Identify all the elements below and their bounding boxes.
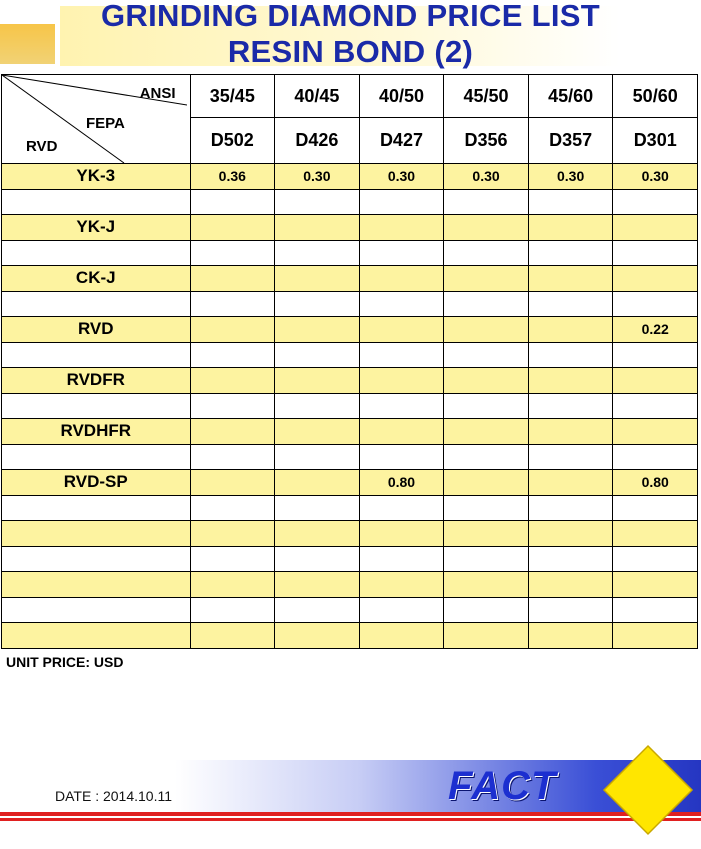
price-cell: [528, 368, 613, 394]
price-cell: [275, 623, 360, 649]
table-row: [2, 215, 698, 241]
price-cell: [528, 623, 613, 649]
page-title: GRINDING DIAMOND PRICE LIST: [101, 0, 600, 33]
price-cell: [528, 291, 613, 317]
price-cell: [190, 495, 275, 521]
price-cell: [190, 240, 275, 266]
table-row: [2, 623, 698, 649]
fepa-header-cell: D356: [444, 118, 529, 164]
table-row: [2, 317, 698, 343]
table-row: [2, 164, 698, 190]
price-cell: [444, 215, 529, 241]
row-label-cell: RVD-SP: [2, 470, 191, 496]
price-cell: [444, 240, 529, 266]
row-label-cell: [2, 189, 191, 215]
price-cell: [613, 215, 698, 241]
price-cell: [275, 266, 360, 292]
table-row: [2, 240, 698, 266]
price-cell: [359, 368, 444, 394]
price-cell: [444, 317, 529, 343]
price-cell: [359, 546, 444, 572]
row-label-cell: [2, 291, 191, 317]
price-cell: 0.30: [444, 164, 529, 190]
price-cell: [190, 393, 275, 419]
price-cell: [275, 495, 360, 521]
row-label-cell: [2, 623, 191, 649]
price-cell: [275, 291, 360, 317]
table-row: [2, 189, 698, 215]
price-cell: [528, 444, 613, 470]
fepa-header-cell: D357: [528, 118, 613, 164]
corner-header-cell: [2, 75, 191, 164]
price-cell: [359, 572, 444, 598]
price-cell: [359, 495, 444, 521]
price-cell: [190, 342, 275, 368]
price-table: [1, 74, 698, 649]
fepa-header-cell: D502: [190, 118, 275, 164]
price-cell: [359, 342, 444, 368]
ansi-header-cell: 45/50: [444, 75, 529, 118]
price-cell: [190, 597, 275, 623]
table-row: [2, 444, 698, 470]
price-cell: [444, 444, 529, 470]
price-cell: [275, 215, 360, 241]
row-label-cell: [2, 597, 191, 623]
price-cell: [613, 419, 698, 445]
price-cell: [613, 291, 698, 317]
price-cell: [275, 521, 360, 547]
price-cell: [190, 368, 275, 394]
fepa-header-cell: D426: [275, 118, 360, 164]
ansi-header-cell: 50/60: [613, 75, 698, 118]
price-cell: [444, 368, 529, 394]
price-cell: [275, 444, 360, 470]
price-cell: [444, 597, 529, 623]
price-cell: [190, 215, 275, 241]
price-cell: [275, 393, 360, 419]
price-cell: [528, 470, 613, 496]
price-cell: [359, 189, 444, 215]
corner-label-fepa: FEPA: [86, 115, 125, 132]
table-row: [2, 291, 698, 317]
price-cell: [275, 470, 360, 496]
table-row: [2, 266, 698, 292]
row-label-cell: RVDHFR: [2, 419, 191, 445]
ansi-header-cell: 35/45: [190, 75, 275, 118]
row-label-cell: YK-3: [2, 164, 191, 190]
price-cell: [528, 317, 613, 343]
row-label-cell: CK-J: [2, 266, 191, 292]
footer-red-line: [0, 818, 701, 821]
price-cell: [359, 393, 444, 419]
price-cell: [359, 521, 444, 547]
price-cell: [359, 623, 444, 649]
price-cell: [275, 546, 360, 572]
price-cell: [190, 470, 275, 496]
price-cell: [613, 266, 698, 292]
table-row: [2, 368, 698, 394]
price-cell: [613, 368, 698, 394]
price-cell: [359, 240, 444, 266]
price-cell: 0.30: [528, 164, 613, 190]
price-cell: [275, 572, 360, 598]
table-row: [2, 419, 698, 445]
row-label-cell: [2, 495, 191, 521]
fepa-header-cell: D301: [613, 118, 698, 164]
table-row: [2, 521, 698, 547]
price-cell: [359, 215, 444, 241]
ansi-header-cell: 40/50: [359, 75, 444, 118]
table-row: [2, 546, 698, 572]
price-cell: [444, 521, 529, 547]
price-cell: [190, 266, 275, 292]
price-cell: [275, 240, 360, 266]
row-label-cell: RVDFR: [2, 368, 191, 394]
price-cell: [190, 291, 275, 317]
price-cell: 0.30: [359, 164, 444, 190]
price-cell: [275, 368, 360, 394]
price-cell: [444, 495, 529, 521]
row-label-cell: YK-J: [2, 215, 191, 241]
price-cell: [613, 444, 698, 470]
price-cell: [613, 189, 698, 215]
price-cell: [528, 419, 613, 445]
price-cell: [444, 393, 529, 419]
price-cell: [275, 189, 360, 215]
price-cell: [444, 572, 529, 598]
price-cell: [613, 546, 698, 572]
date-label: DATE : 2014.10.11: [55, 788, 172, 804]
price-cell: [613, 240, 698, 266]
price-cell: [359, 444, 444, 470]
price-cell: [528, 546, 613, 572]
price-cell: [190, 444, 275, 470]
table-row: [2, 597, 698, 623]
row-label-cell: [2, 444, 191, 470]
ansi-header-cell: 45/60: [528, 75, 613, 118]
price-cell: [613, 521, 698, 547]
price-cell: [190, 419, 275, 445]
fact-logo-text: FACT: [448, 764, 557, 808]
price-cell: [528, 521, 613, 547]
price-cell: [190, 521, 275, 547]
price-cell: [444, 189, 529, 215]
price-cell: [190, 546, 275, 572]
price-cell: [275, 342, 360, 368]
table-row: [2, 572, 698, 598]
table-row: [2, 393, 698, 419]
price-cell: 0.30: [613, 164, 698, 190]
price-cell: [190, 317, 275, 343]
price-cell: [444, 419, 529, 445]
price-cell: [528, 393, 613, 419]
price-cell: [444, 291, 529, 317]
price-cell: [528, 572, 613, 598]
row-label-cell: RVD: [2, 317, 191, 343]
price-cell: [190, 189, 275, 215]
diamond-logo-icon: [602, 744, 694, 836]
table-row: [2, 470, 698, 496]
price-cell: [528, 189, 613, 215]
price-cell: [444, 623, 529, 649]
price-cell: [275, 597, 360, 623]
price-cell: [359, 419, 444, 445]
price-cell: [613, 393, 698, 419]
price-cell: [528, 240, 613, 266]
price-cell: [190, 572, 275, 598]
price-cell: [275, 419, 360, 445]
price-cell: 0.36: [190, 164, 275, 190]
price-cell: [613, 597, 698, 623]
page-subtitle: RESIN BOND (2): [227, 34, 474, 69]
price-cell: [444, 342, 529, 368]
price-cell: [359, 317, 444, 343]
price-cell: [613, 495, 698, 521]
row-label-cell: [2, 546, 191, 572]
price-cell: [528, 495, 613, 521]
price-cell: [528, 215, 613, 241]
price-cell: 0.80: [359, 470, 444, 496]
row-label-cell: [2, 572, 191, 598]
price-cell: [444, 546, 529, 572]
price-cell: [613, 342, 698, 368]
price-cell: [359, 291, 444, 317]
row-label-cell: [2, 393, 191, 419]
row-label-cell: [2, 240, 191, 266]
fepa-header-cell: D427: [359, 118, 444, 164]
price-cell: [359, 597, 444, 623]
price-cell: [613, 623, 698, 649]
price-cell: 0.80: [613, 470, 698, 496]
price-cell: [190, 623, 275, 649]
price-cell: 0.30: [275, 164, 360, 190]
price-cell: [444, 470, 529, 496]
price-cell: [613, 572, 698, 598]
ansi-header-cell: 40/45: [275, 75, 360, 118]
price-cell: [359, 266, 444, 292]
footer-red-line: [0, 812, 701, 816]
corner-label-rvd: RVD: [26, 138, 58, 155]
header-row-ansi: [2, 75, 698, 118]
row-label-cell: [2, 342, 191, 368]
table-row: [2, 342, 698, 368]
row-label-cell: [2, 521, 191, 547]
price-cell: [275, 317, 360, 343]
unit-price-note: UNIT PRICE: USD: [6, 654, 124, 670]
price-cell: 0.22: [613, 317, 698, 343]
price-cell: [528, 597, 613, 623]
table-row: [2, 495, 698, 521]
price-cell: [444, 266, 529, 292]
price-cell: [528, 342, 613, 368]
corner-label-ansi: ANSI: [139, 85, 176, 102]
price-cell: [528, 266, 613, 292]
